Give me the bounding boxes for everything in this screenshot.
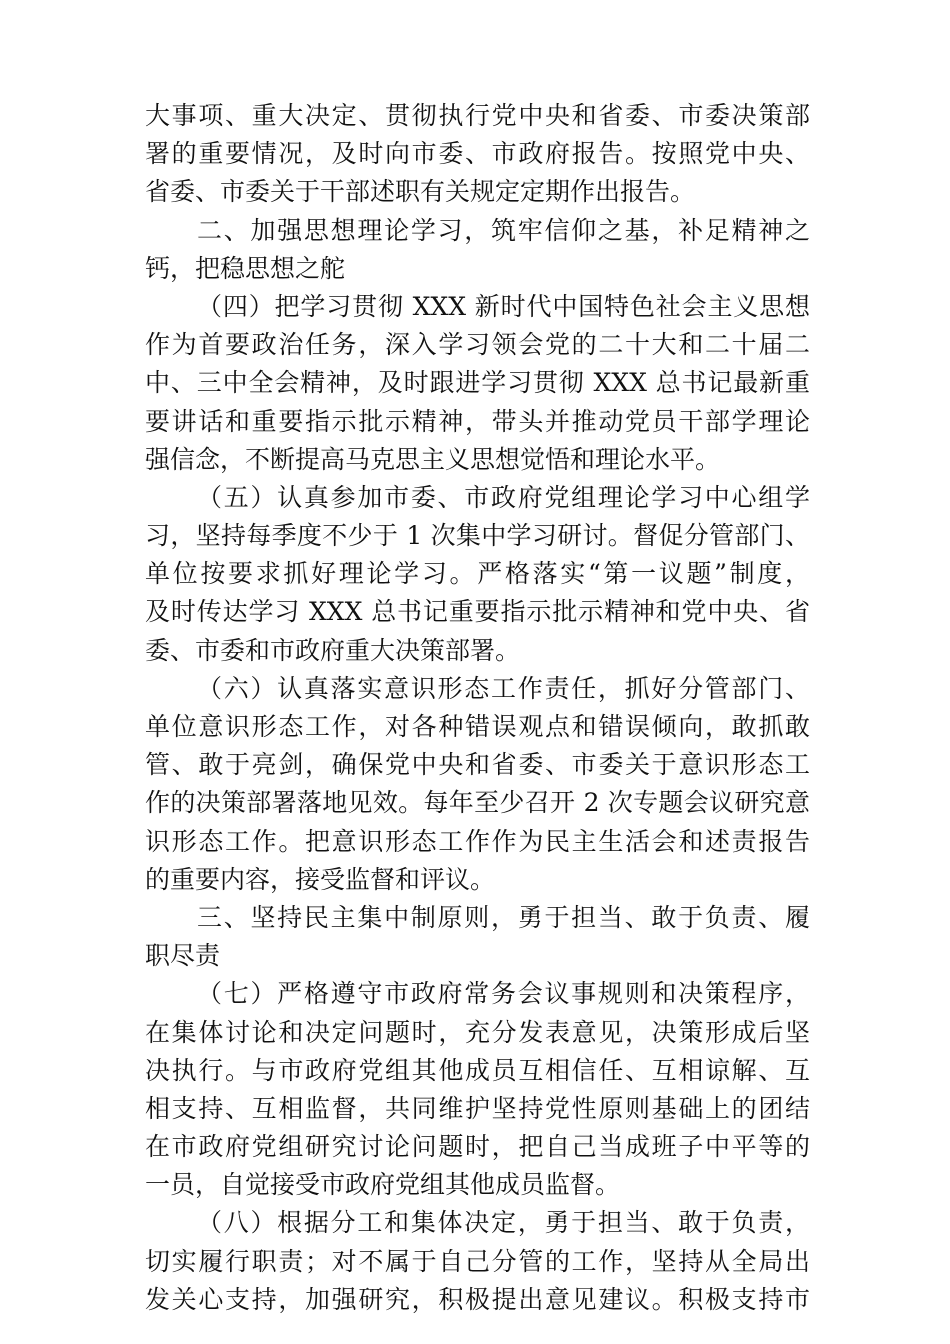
text-line: 及时传达学习 XXX 总书记重要指示批示精神和党中央、省 (145, 597, 810, 627)
text-line: 在市政府党组研究讨论问题时，把自己当成班子中平等的 (145, 1132, 810, 1162)
text-line: 发关心支持，加强研究，积极提出意见建议。积极支持市 (145, 1284, 810, 1314)
section-heading: 二、加强思想理论学习，筑牢信仰之基，补足精神之 (197, 215, 810, 245)
text-line: 相支持、互相监督，共同维护坚持党性原则基础上的团结 (145, 1093, 810, 1123)
paragraph-start: （四）把学习贯彻 XXX 新时代中国特色社会主义思想 (197, 291, 810, 321)
text-line: 大事项、重大决定、贯彻执行党中央和省委、市委决策部 (145, 101, 810, 130)
text-line: 一员，自觉接受市政府党组其他成员监督。 (145, 1170, 621, 1200)
text-line: 识形态工作。把意识形态工作作为民主生活会和述责报告 (145, 826, 810, 856)
paragraph-start: （五）认真参加市委、市政府党组理论学习中心组学 (197, 482, 810, 512)
text-line: 省委、市委关于干部述职有关规定定期作出报告。 (145, 177, 696, 207)
text-line: 要讲话和重要指示批示精神，带头并推动党员干部学理论 (145, 406, 810, 436)
text-line: 署的重要情况，及时向市委、市政府报告。按照党中央、 (145, 139, 810, 169)
section-heading: 钙，把稳思想之舵 (145, 253, 346, 283)
text-line: 决执行。与市政府党组其他成员互相信任、互相谅解、互 (145, 1055, 810, 1085)
text-line: 委、市委和市政府重大决策部署。 (145, 635, 521, 665)
section-heading: 三、坚持民主集中制原则，勇于担当、敢于负责、履 (197, 902, 810, 932)
paragraph-start: （八）根据分工和集体决定，勇于担当、敢于负责， (197, 1208, 810, 1238)
section-heading: 职尽责 (145, 941, 221, 971)
text-line: 切实履行职责；对不属于自己分管的工作，坚持从全局出 (145, 1246, 810, 1276)
text-line: 单位意识形态工作，对各种错误观点和错误倾向，敢抓敢 (145, 712, 810, 741)
text-line: 强信念，不断提高马克思主义思想觉悟和理论水平。 (145, 444, 721, 474)
paragraph-start: （六）认真落实意识形态工作责任，抓好分管部门、 (197, 673, 810, 703)
text-line: 习，坚持每季度不少于 1 次集中学习研讨。督促分管部门、 (145, 521, 810, 551)
text-line: 作的决策部署落地见效。每年至少召开 2 次专题会议研究意 (145, 788, 810, 818)
text-line: 作为首要政治任务，深入学习领会党的二十大和二十届二 (145, 330, 810, 360)
text-line: 中、三中全会精神，及时跟进学习贯彻 XXX 总书记最新重 (145, 368, 810, 398)
text-line: 的重要内容，接受监督和评议。 (145, 864, 496, 894)
document-body (145, 97, 810, 1319)
text-line: 在集体讨论和决定问题时，充分发表意见，决策形成后坚 (145, 1017, 810, 1047)
text-line: 单位按要求抓好理论学习。严格落实“第一议题”制度， (145, 559, 810, 589)
paragraph-start: （七）严格遵守市政府常务会议事规则和决策程序， (197, 979, 810, 1009)
text-line: 管、敢于亮剑，确保党中央和省委、市委关于意识形态工 (145, 750, 810, 780)
